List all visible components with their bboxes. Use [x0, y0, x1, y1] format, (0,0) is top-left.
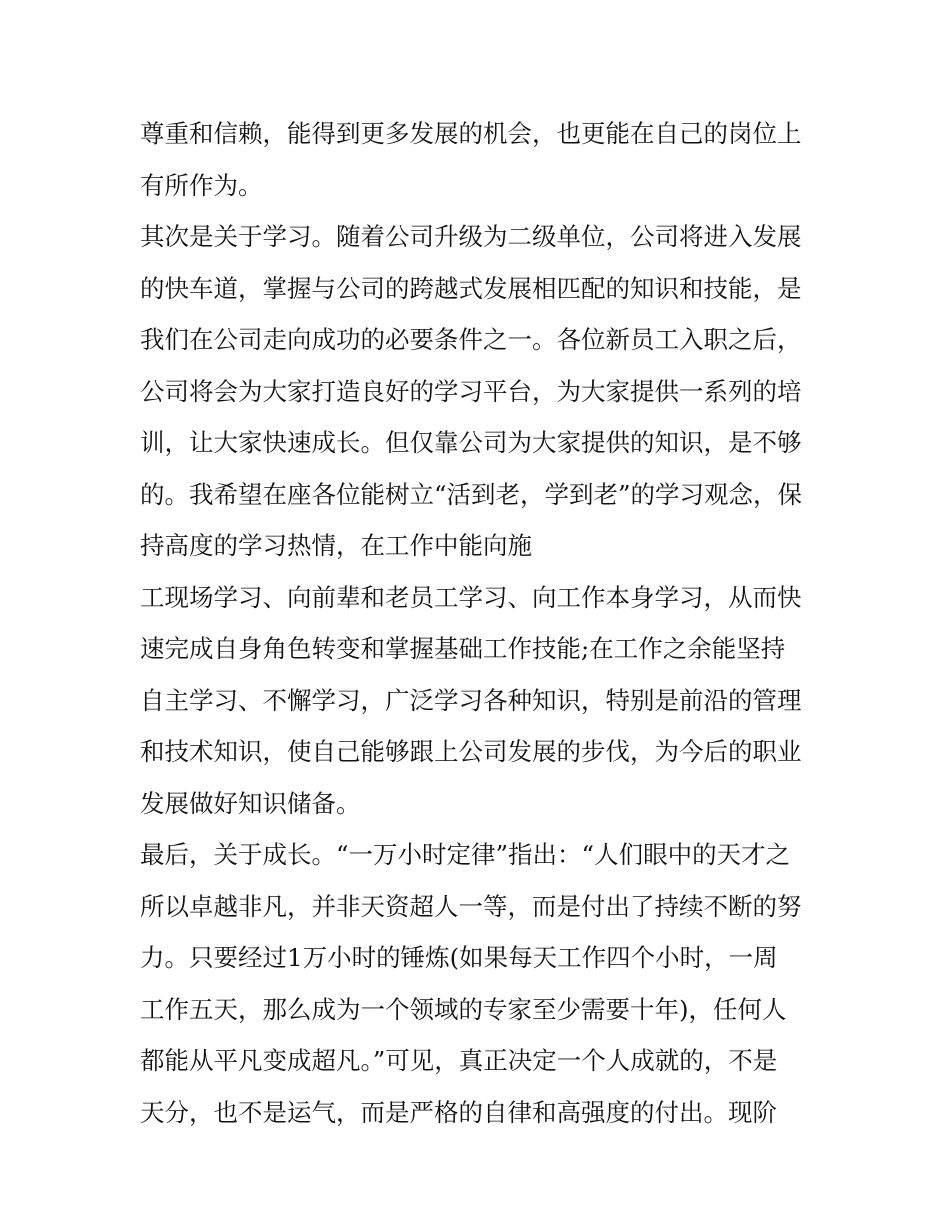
text-line: 其次是关于学习。随着公司升级为二级单位，公司将进入发展 [140, 222, 802, 251]
text-line: 尊重和信赖，能得到更多发展的机会，也更能在自己的岗位上 [140, 119, 802, 148]
text-line: 公司将会为大家打造良好的学习平台，为大家提供一系列的培 [140, 376, 802, 406]
text-line: 发展做好知识储备。 [140, 788, 361, 818]
text-line: 有所作为。 [140, 170, 263, 200]
text-line: 工作五天，那么成为一个领域的专家至少需要十年)，任何人 [140, 994, 787, 1024]
text-line: 自主学习、不懈学习，广泛学习各种知识，特别是前沿的管理 [140, 685, 802, 715]
text-line: 和技术知识，使自己能够跟上公司发展的步伐，为今后的职业 [140, 737, 802, 766]
text-line: 最后，关于成长。“一万小时定律”指出：“人们眼中的天才之 [140, 840, 791, 869]
text-line: 速完成自身角色转变和掌握基础工作技能;在工作之余能坚持 [140, 634, 786, 663]
text-line: 天分，也不是运气，而是严格的自律和高强度的付出。现阶 [140, 1097, 777, 1127]
text-line: 都能从平凡变成超凡。”可见，真正决定一个人成就的，不是 [140, 1046, 778, 1075]
body-text [140, 108, 820, 1138]
text-line: 的快车道，掌握与公司的跨越式发展相匹配的知识和技能，是 [140, 273, 802, 303]
text-line: 持高度的学习热情，在工作中能向施 [140, 531, 532, 560]
text-line: 训，让大家快速成长。但仅靠公司为大家提供的知识，是不够 [140, 428, 802, 457]
text-line: 我们在公司走向成功的必要条件之一。各位新员工入职之后， [140, 325, 802, 354]
text-line: 所以卓越非凡，并非天资超人一等，而是付出了持续不断的努 [140, 891, 802, 921]
text-line: 力。只要经过1万小时的锤炼(如果每天工作四个小时，一周 [140, 943, 778, 972]
text-line: 的。我希望在座各位能树立“活到老，学到老”的学习观念，保 [140, 479, 803, 509]
text-line: 工现场学习、向前辈和老员工学习、向工作本身学习，从而快 [140, 582, 802, 612]
